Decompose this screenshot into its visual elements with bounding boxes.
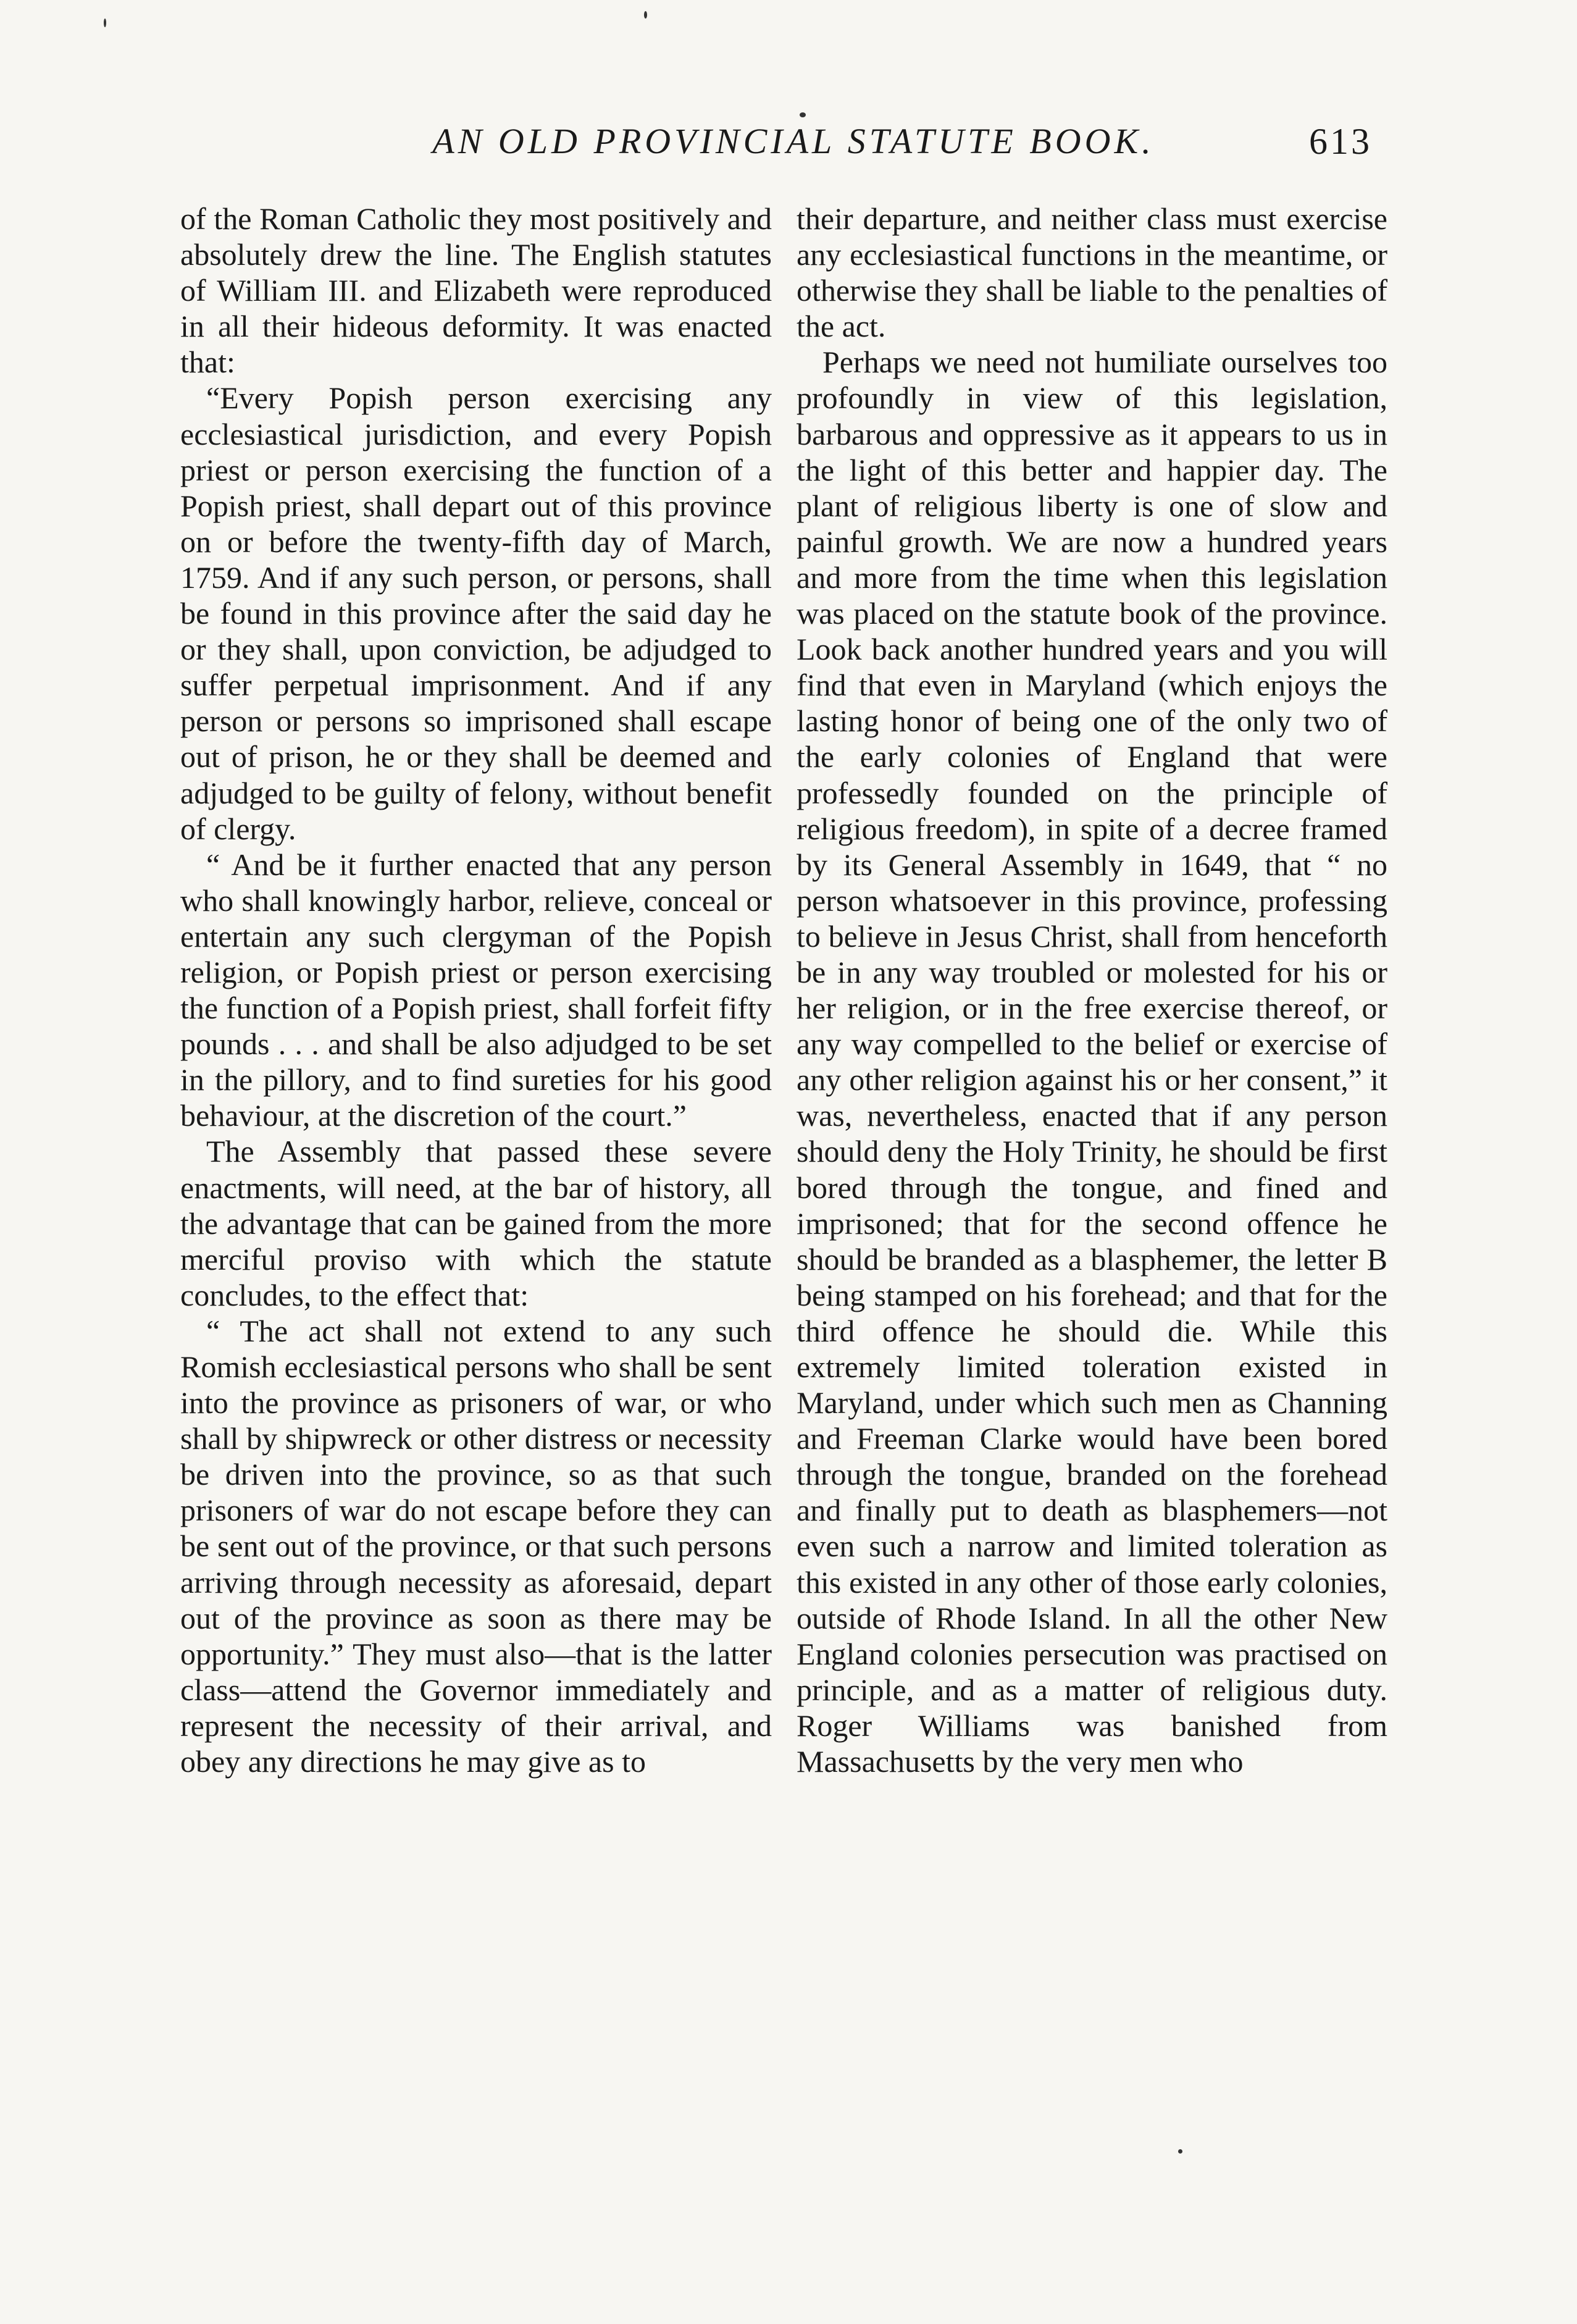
paragraph: Perhaps we need not humiliate ourselves too profoundly in view of this legislation, barbarous and oppressive as it appears to us in the light of this better and happier day. The plant of religious liberty is one of slow and painful growth. We are now a hundred years and more from the time when this legislation was placed on the statute book of the province. Look back another hundred years and you will find that even in Maryland (which enjoys the lasting honor of being one of the only two of the early colonies of England that were professedly founded on the principle of religious freedom), in spite of a decree framed by its General Assembly in 1649, that “ no person whatsoever in this province, professing to believe in Jesus Christ, shall from henceforth be in any way troubled or molested for his or her religion, or in the free exercise thereof, or any way compelled to the belief or exercise of any other religion against his or her consent,” it was, nevertheless, enacted that if any person should deny the Holy Trinity, he should be first bored through the tongue, and fined and imprisoned; that for the second offence he should be branded as a blasphemer, the letter B being stamped on his forehead; and that for the third offence he should die. While this extremely limited toleration existed in Maryland, under which such men as Channing and Freeman Clarke would have been bored through the tongue, branded on the forehead and finally put to death as blasphemers—not even such a narrow and limited toleration as this existed in any other of those early colonies, outside of Rhode Island. In all the other New England colonies persecution was practised on principle, and as a matter of religious duty. Roger Williams was banished from Massachusetts by the very men who (797, 345, 1387, 1779)
print-speck (800, 112, 806, 117)
paragraph: their departure, and neither class must exercise any ecclesiastical functions in the meantime, or otherwise they shall be liable to the penalties of the act. (797, 201, 1387, 344)
running-title: AN OLD PROVINCIAL STATUTE BOOK. (432, 121, 1155, 161)
right-column (797, 201, 1387, 1779)
left-column (180, 201, 772, 1779)
paragraph: “Every Popish person exercising any ecclesiastical jurisdiction, and every Popish priest or person exercising the function of a Popish priest, shall depart out of this province on or before the twenty-fifth day of March, 1759. And if any such person, or persons, shall be found in this province after the said day he or they shall, upon conviction, be adjudged to suffer perpetual imprisonment. And if any person or persons so imprisoned shall escape out of prison, he or they shall be deemed and adjudged to be guilty of felony, without benefit of clergy. (180, 380, 772, 846)
print-speck (1178, 2149, 1182, 2154)
print-speck (104, 19, 106, 27)
paragraph: The Assembly that passed these severe enactments, will need, at the bar of history, all the advantage that can be gained from the more merciful proviso with which the statute concludes, to the effect that: (180, 1134, 772, 1312)
print-speck (644, 11, 647, 19)
page-header (0, 120, 1577, 176)
paragraph: “ The act shall not extend to any such Romish ecclesiastical persons who shall be sent into the province as prisoners of war, or who shall by shipwreck or other distress or necessity be driven into the province, so as that such prisoners of war do not escape before they can be sent out of the province, or that such persons arriving through necessity as aforesaid, depart out of the province as soon as there may be opportunity.” They must also—that is the latter class—attend the Governor immediately and represent the necessity of their arrival, and obey any directions he may give as to (180, 1313, 772, 1779)
page-number: 613 (1309, 121, 1372, 162)
paragraph: “ And be it further enacted that any person who shall knowingly harbor, relieve, conceal or entertain any such clergyman of the Popish religion, or Popish priest or person exercising the function of a Popish priest, shall forfeit fifty pounds . . . and shall be also adjudged to be set in the pillory, and to find sureties for his good behaviour, at the discretion of the court.” (180, 847, 772, 1133)
paragraph: of the Roman Catholic they most positively and absolutely drew the line. The English statutes of William III. and Elizabeth were reproduced in all their hideous deformity. It was enacted that: (180, 201, 772, 380)
